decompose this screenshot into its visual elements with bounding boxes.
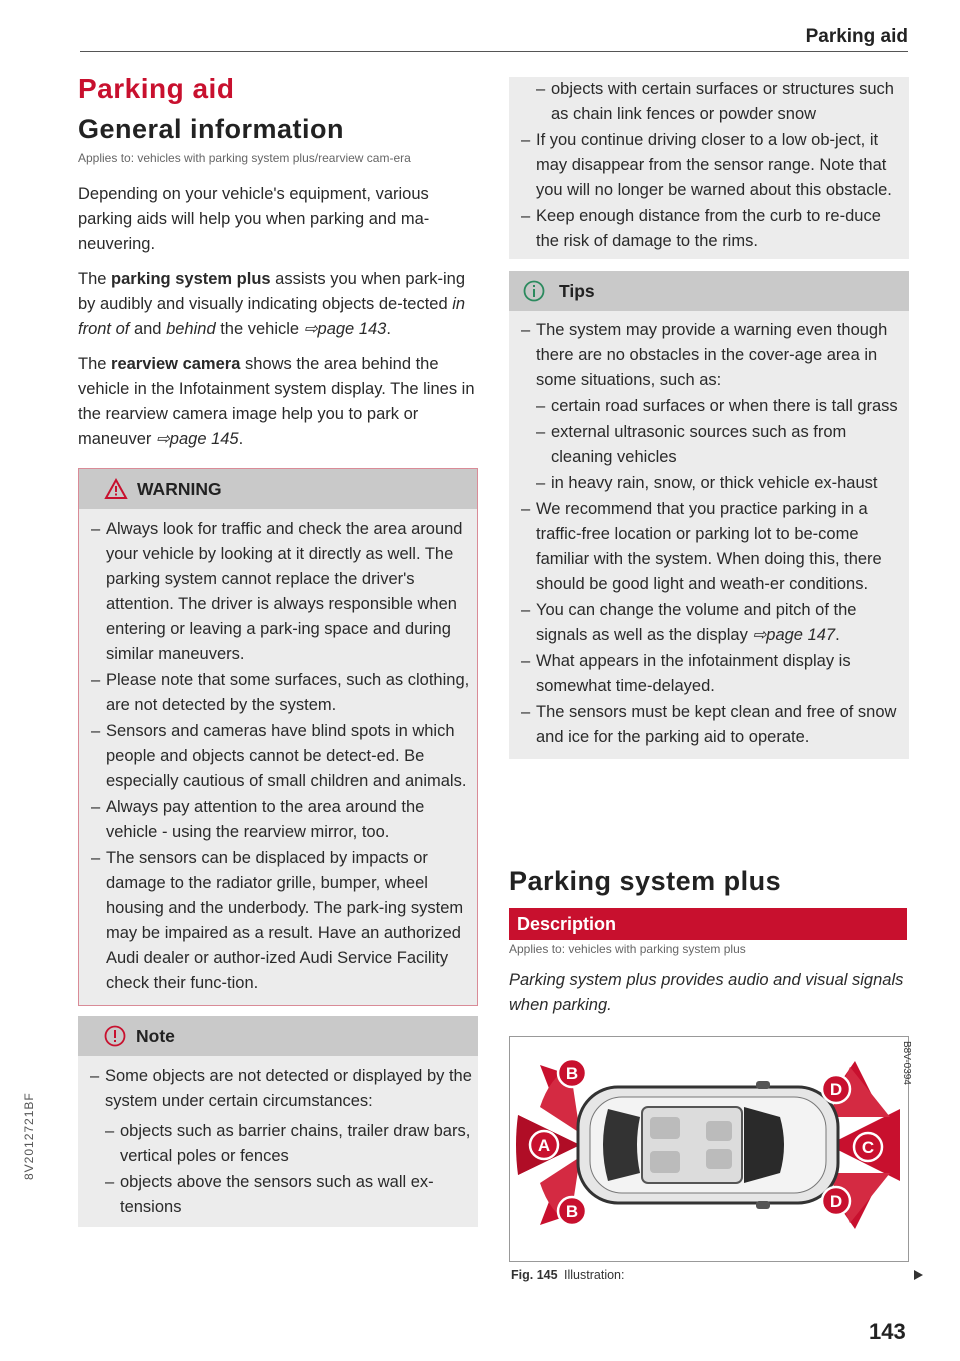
figure-label: Fig. 145 bbox=[511, 1268, 558, 1282]
tips-sublist bbox=[509, 394, 903, 496]
zone-label-b-bottom-marker bbox=[558, 1197, 586, 1225]
warning-header: WARNING bbox=[79, 469, 477, 509]
document-code: 8V2012721BF bbox=[22, 1092, 36, 1180]
warning-box bbox=[78, 468, 478, 1006]
list-item: – We recommend that you practice parking in a traffic-free location or parking lot to be-come familiar with the system. When doing this, there should be good light and weath-er conditions. bbox=[509, 497, 903, 597]
zone-label-d-top: D bbox=[829, 1080, 843, 1099]
warning-list bbox=[79, 509, 477, 1005]
list-item: – You can change the volume and pitch of the signals as well as the display ⇨page 147. bbox=[509, 598, 903, 648]
zone-label-b-top: B bbox=[565, 1064, 579, 1083]
note-list bbox=[78, 1056, 478, 1119]
exclamation-circle-icon bbox=[104, 1025, 126, 1047]
list-item: – Always look for traffic and check the area around your vehicle by looking at it directly as well. The parking system cannot replace the driver's attention. The driver is always responsible when entering or leaving a park-ing space and during similar maneuvers. bbox=[79, 517, 471, 667]
list-item: – objects above the sensors such as wall ex-tensions bbox=[78, 1170, 472, 1220]
section-title-parking-system-plus: Parking system plus bbox=[509, 866, 782, 896]
list-item: – in heavy rain, snow, or thick vehicle ex-haust bbox=[509, 471, 903, 496]
zone-label-b-bottom: B bbox=[565, 1202, 579, 1221]
applies-to-parking-plus: Applies to: vehicles with parking system plus bbox=[509, 942, 746, 956]
zone-label-c: C bbox=[861, 1138, 875, 1157]
header-rule bbox=[80, 51, 908, 52]
list-item: – The sensors must be kept clean and free of snow and ice for the parking aid to operate. bbox=[509, 700, 903, 750]
figure-caption-text: Illustration: bbox=[564, 1268, 625, 1282]
applies-to: Applies to: vehicles with parking system plus/rearview cam-era bbox=[78, 151, 411, 165]
warning-triangle-icon bbox=[105, 479, 127, 499]
page-reference-link[interactable]: ⇨page 147 bbox=[752, 626, 836, 644]
note-list-continued bbox=[509, 128, 903, 254]
note-header: Note bbox=[78, 1016, 478, 1056]
chapter-title: Parking aid bbox=[78, 73, 235, 104]
zone-label-a-marker bbox=[530, 1131, 558, 1159]
left-column bbox=[78, 72, 478, 1227]
right-column bbox=[509, 77, 909, 759]
figure-box bbox=[509, 1036, 912, 1262]
note-sublist bbox=[78, 1119, 478, 1227]
list-item: – Sensors and cameras have blind spots in which people and objects cannot be detect-ed. Be especially cautious of small children and animals. bbox=[79, 719, 471, 794]
zone-label-d-bottom: D bbox=[829, 1192, 843, 1211]
note-box bbox=[78, 1016, 478, 1227]
tips-list-2 bbox=[509, 497, 903, 750]
list-item: – Please note that some surfaces, such as clothing, are not detected by the system. bbox=[79, 668, 471, 718]
list-item: – objects with certain surfaces or structures such as chain link fences or powder snow bbox=[509, 77, 903, 127]
zone-label-d-bottom-marker bbox=[822, 1187, 850, 1215]
page-reference-link[interactable]: ⇨page 145 bbox=[155, 430, 239, 448]
note-sublist-continued bbox=[509, 77, 903, 127]
page-reference-link[interactable]: ⇨page 143 bbox=[303, 320, 387, 338]
page-number: 143 bbox=[869, 1319, 906, 1344]
info-circle-icon bbox=[523, 280, 545, 302]
parking-sensor-illustration bbox=[510, 1037, 912, 1261]
continue-arrow-icon bbox=[914, 1270, 923, 1280]
list-item: – What appears in the infotainment display is somewhat time-delayed. bbox=[509, 649, 903, 699]
description-bar: Description bbox=[509, 908, 907, 940]
zone-label-d-top-marker bbox=[822, 1075, 850, 1103]
intro-paragraph: Depending on your vehicle's equipment, various parking aids will help you when parking and ma-neuvering. bbox=[78, 185, 430, 253]
list-item: – The sensors can be displaced by impacts or damage to the radiator grille, bumper, wheel housing and the underbody. The park-ing system may be impaired as a result. Have an authorized Audi dealer or author-ized Audi Service Facility check their func-tion. bbox=[79, 846, 471, 996]
list-item: – Some objects are not detected or displayed by the system under certain circumstances: bbox=[78, 1064, 472, 1114]
rearview-camera-paragraph: The rearview camera shows the area behind the vehicle in the Infotainment system display. The lines in the rearview camera image help you to park or maneuver ⇨page 145. bbox=[78, 355, 475, 448]
figure-code: B8V-0394 bbox=[901, 1041, 912, 1085]
list-item: – The system may provide a warning even though there are no obstacles in the cover-age area in some situations, such as: bbox=[509, 318, 903, 393]
parking-system-paragraph: The parking system plus assists you when park-ing by audibly and visually indicating objects de-tected in front of and behind the vehicle ⇨page 143. bbox=[78, 270, 466, 338]
tips-box bbox=[509, 271, 909, 759]
list-item: – Keep enough distance from the curb to re-duce the risk of damage to the rims. bbox=[509, 204, 903, 254]
tips-header: Tips bbox=[509, 271, 909, 311]
list-item: – external ultrasonic sources such as from cleaning vehicles bbox=[509, 420, 903, 470]
note-box-continued bbox=[509, 77, 909, 259]
running-header: Parking aid bbox=[805, 26, 908, 47]
list-item: – If you continue driving closer to a low ob-ject, it may disappear from the sensor range. Note that you will no longer be warned about this obstacle. bbox=[509, 128, 903, 203]
description-intro: Parking system plus provides audio and visual signals when parking. bbox=[509, 971, 904, 1014]
list-item: – objects such as barrier chains, trailer draw bars, vertical poles or fences bbox=[78, 1119, 472, 1169]
list-item: – Always pay attention to the area around the vehicle - using the rearview mirror, too. bbox=[79, 795, 471, 845]
section-title: General information bbox=[78, 114, 345, 144]
zone-label-b-top-marker bbox=[558, 1059, 586, 1087]
zone-label-c-marker bbox=[854, 1133, 882, 1161]
zone-label-a: A bbox=[537, 1136, 551, 1155]
tips-list bbox=[509, 318, 903, 393]
list-item: – certain road surfaces or when there is tall grass bbox=[509, 394, 903, 419]
figure-caption bbox=[511, 1268, 624, 1282]
